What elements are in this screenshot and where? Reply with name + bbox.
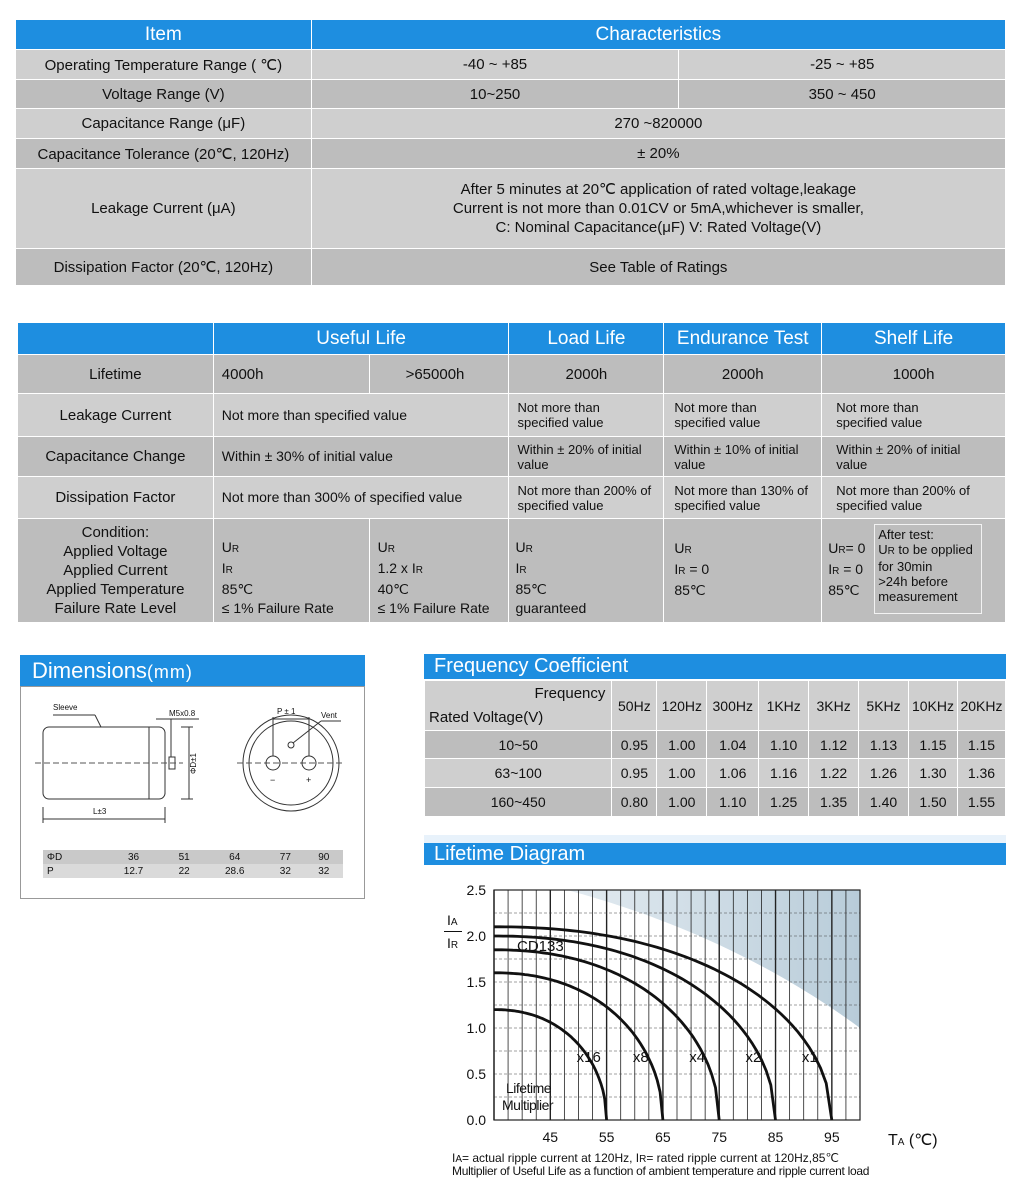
- life-leakage-load-1: Not more than: [517, 400, 600, 415]
- minus-label: −: [270, 775, 276, 785]
- lifetime-useful-2: >65000h: [369, 355, 509, 394]
- capchange-end-2: value: [674, 456, 706, 472]
- x-label-unit: (℃): [904, 1132, 938, 1149]
- curve-label-x16: x16: [576, 1049, 601, 1066]
- cond-load-rate: guaranteed: [515, 600, 587, 616]
- y-label-bottom-main: I: [447, 935, 451, 951]
- cond-u1-current-sub: R: [225, 565, 233, 576]
- p-value-4: 32: [318, 865, 330, 877]
- cond-shelf-voltage-sub: R: [838, 545, 846, 556]
- capchange-useful: Within ± 30% of initial value: [213, 437, 509, 477]
- capchange-shelf-2: value: [836, 456, 868, 472]
- p-value-1: 22: [178, 865, 190, 877]
- life-corner-header: [18, 323, 214, 355]
- freq-header-0: 50Hz: [612, 681, 657, 731]
- dimensions-panel: [20, 686, 365, 899]
- cond-load-current-sub: R: [519, 565, 527, 576]
- characteristics-table: [15, 19, 1006, 286]
- freq-header-2: 300Hz: [707, 681, 759, 731]
- d-value-3: 77: [279, 851, 291, 863]
- cond-u1-temp: 85℃: [221, 581, 254, 597]
- caption-1-end: = rated ripple current at 120Hz,85℃: [646, 1151, 839, 1165]
- freq-header-6: 10KHz: [908, 681, 957, 731]
- freq-cell: 1.50: [908, 788, 957, 817]
- temp-label: Operating Temperature Range ( ℃): [16, 50, 312, 80]
- leakage-line-1: After 5 minutes at 20℃ application of rated voltage,leakage: [460, 181, 857, 198]
- frequency-corner-top: Frequency: [534, 685, 606, 702]
- cond-load-temp: 85℃: [515, 581, 547, 597]
- life-dissipation-label: Dissipation Factor: [18, 477, 214, 519]
- freq-cell: 1.40: [859, 788, 909, 817]
- freq-cell: 1.12: [809, 731, 859, 759]
- shelf-note-5: measurement: [878, 589, 958, 604]
- lifetime-useful-1: 4000h: [213, 355, 369, 394]
- lifetime-title: Lifetime Diagram: [434, 843, 586, 865]
- x-tick-label: 85: [767, 1129, 784, 1145]
- y-tick-label: 2.0: [466, 928, 486, 944]
- plus-label: +: [306, 775, 312, 785]
- capchange-load-2: value: [517, 456, 549, 472]
- capchange-label: Capacitance Change: [18, 437, 214, 477]
- shelf-note-3: for 30min: [878, 559, 933, 574]
- capchange-shelf: [822, 437, 1006, 477]
- capacitance-label: Capacitance Range (μF): [16, 109, 312, 139]
- y-tick-label: 0.0: [466, 1112, 486, 1128]
- tolerance-value: ± 20%: [311, 139, 1005, 169]
- x-tick-label: 95: [824, 1129, 840, 1145]
- voltage-value-1: 10~250: [311, 80, 679, 109]
- freq-cell: 1.10: [759, 731, 809, 759]
- freq-cell: 1.04: [707, 731, 759, 759]
- d-value-4: 90: [318, 851, 330, 863]
- temp-value-1: -40 ~ +85: [311, 50, 679, 80]
- cond-shelf-voltage-tail: = 0: [845, 540, 866, 556]
- cond-u2-voltage: U: [377, 539, 388, 555]
- cond-u2-current-sub: R: [415, 565, 423, 576]
- lifetime-endurance: 2000h: [664, 355, 822, 394]
- thread-label: M5x0.8: [169, 709, 196, 718]
- freq-row-0-voltage: 10~50: [425, 731, 612, 759]
- life-dissipation-end-2: specified value: [674, 497, 761, 513]
- lifetime-load: 2000h: [509, 355, 664, 394]
- dimensions-unit: (mm): [146, 662, 193, 682]
- freq-cell: 1.06: [707, 759, 759, 788]
- life-leakage-load: [509, 394, 664, 437]
- capacitance-value: 270 ~820000: [311, 109, 1005, 139]
- leakage-label: Leakage Current (μA): [16, 169, 312, 249]
- lifetime-title-bar: [424, 835, 1006, 865]
- caption-1-i: I: [452, 1151, 456, 1165]
- condition-load: [509, 519, 664, 623]
- useful-life-header: Useful Life: [213, 323, 509, 355]
- cond-end-current-tail: = 0: [685, 561, 710, 577]
- y-label-divider: [444, 931, 462, 932]
- capchange-end-1: Within ± 10% of initial: [674, 441, 799, 457]
- life-dissipation-load: [509, 477, 664, 519]
- load-life-header: Load Life: [509, 323, 664, 355]
- x-tick-label: 65: [655, 1129, 671, 1145]
- cond-load-current: I: [515, 560, 520, 576]
- cond-u1-voltage-sub: R: [231, 544, 240, 555]
- freq-cell: 1.16: [759, 759, 809, 788]
- leakage-value: [311, 169, 1005, 249]
- cond-end-current-sub: R: [678, 566, 686, 577]
- x-tick-label: 55: [598, 1129, 615, 1145]
- legend-line-2: Multiplier: [502, 1097, 554, 1113]
- cond-u1-voltage: U: [221, 539, 232, 555]
- caption-1-mid: = actual ripple current at 120Hz, I: [462, 1151, 640, 1165]
- life-dissipation-load-2: specified value: [517, 497, 604, 513]
- shelf-note-2a: U: [878, 542, 888, 557]
- capchange-load-1: Within ± 20% of initial: [517, 441, 642, 457]
- capchange-load: [509, 437, 664, 477]
- sleeve-label: Sleeve: [53, 703, 78, 712]
- life-leakage-end-1: Not more than: [674, 400, 757, 415]
- freq-cell: 1.00: [657, 731, 707, 759]
- caption-1-sub-b: R: [639, 1154, 647, 1165]
- cond-shelf-voltage: U: [828, 540, 839, 556]
- frequency-corner: [425, 681, 612, 731]
- p-label: P: [47, 865, 54, 877]
- freq-cell: 1.15: [957, 731, 1005, 759]
- life-dissipation-shelf-1: Not more than 200% of: [836, 482, 970, 498]
- cond-end-current: I: [674, 561, 679, 577]
- frequency-title: Frequency Coefficient: [434, 655, 629, 677]
- x-tick-label: 45: [542, 1129, 559, 1145]
- y-tick-label: 1.5: [466, 974, 486, 990]
- life-leakage-shelf: [822, 394, 1006, 437]
- life-leakage-load-2: specified value: [517, 415, 604, 430]
- frequency-title-bar: [424, 654, 1006, 679]
- freq-header-1: 120Hz: [657, 681, 707, 731]
- caption-line-2: Multiplier of Useful Life as a function of ambient temperature and ripple current load: [452, 1164, 870, 1178]
- curve-label-x1: x1: [801, 1049, 818, 1066]
- condition-endurance: [664, 519, 822, 623]
- freq-row-2-voltage: 160~450: [425, 788, 612, 817]
- y-label-bottom: [447, 935, 458, 951]
- d-value-2: 64: [229, 851, 241, 863]
- caption-1-sub-a: A: [455, 1154, 463, 1165]
- freq-cell: 1.00: [657, 788, 707, 817]
- diameter-label: ΦD±1: [189, 753, 198, 774]
- curve-label-x2: x2: [745, 1049, 762, 1066]
- y-label-top-sub: A: [450, 917, 458, 928]
- freq-cell: 0.80: [612, 788, 657, 817]
- cond-shelf-current-sub: R: [832, 566, 840, 577]
- freq-cell: 1.00: [657, 759, 707, 788]
- shelf-note-box: [874, 524, 982, 614]
- y-label-bottom-sub: R: [450, 940, 459, 951]
- freq-header-7: 20KHz: [957, 681, 1005, 731]
- life-leakage-shelf-1: Not more than: [836, 400, 919, 415]
- length-label: L±3: [93, 807, 107, 816]
- frequency-corner-bottom: Rated Voltage(V): [429, 709, 544, 726]
- shelf-note-4: >24h before: [878, 574, 948, 589]
- dimensions-title-bar: [20, 655, 365, 686]
- capchange-shelf-1: Within ± 20% of initial: [836, 441, 961, 457]
- condition-useful-2: [369, 519, 509, 623]
- freq-cell: 1.15: [908, 731, 957, 759]
- freq-cell: 1.55: [957, 788, 1005, 817]
- shelf-life-header: Shelf Life: [822, 323, 1006, 355]
- d-value-0: 36: [127, 851, 140, 863]
- condition-label-4: Failure Rate Level: [54, 600, 177, 617]
- voltage-label: Voltage Range (V): [16, 80, 312, 109]
- freq-cell: 1.30: [908, 759, 957, 788]
- dimensions-table: [43, 850, 343, 878]
- life-dissipation-load-1: Not more than 200% of: [517, 482, 652, 498]
- freq-header-5: 5KHz: [859, 681, 909, 731]
- x-label-sub: A: [897, 1137, 905, 1148]
- p-value-0: 12.7: [123, 865, 144, 877]
- life-leakage-endurance: [664, 394, 822, 437]
- freq-cell: 1.36: [957, 759, 1005, 788]
- y-tick-label: 1.0: [466, 1020, 486, 1036]
- dissipation-label: Dissipation Factor (20℃, 120Hz): [16, 249, 312, 286]
- cond-u2-temp: 40℃: [377, 581, 409, 597]
- legend-line-1: Lifetime: [506, 1080, 552, 1096]
- cond-end-voltage: U: [674, 540, 685, 556]
- y-label-top: [447, 912, 458, 928]
- curve-label-x8: x8: [632, 1049, 649, 1066]
- capchange-endurance: [664, 437, 822, 477]
- freq-row-1-voltage: 63~100: [425, 759, 612, 788]
- condition-shelf: [822, 519, 1006, 623]
- life-leakage-shelf-2: specified value: [836, 415, 923, 430]
- cond-u1-rate: ≤ 1% Failure Rate: [221, 600, 334, 616]
- cond-load-voltage-sub: R: [525, 544, 533, 555]
- x-tick-label: 75: [711, 1129, 728, 1145]
- life-dissipation-shelf-2: specified value: [836, 497, 923, 513]
- y-tick-label: 0.5: [466, 1066, 486, 1082]
- lifetime-shelf: 1000h: [822, 355, 1006, 394]
- condition-labels: [18, 519, 214, 623]
- leakage-line-3: C: Nominal Capacitance(μF) V: Rated Voltage(V): [495, 219, 822, 236]
- life-dissipation-endurance: [664, 477, 822, 519]
- life-table: [17, 322, 1006, 623]
- freq-cell: 1.13: [859, 731, 909, 759]
- cond-shelf-temp: 85℃: [828, 582, 860, 598]
- vent-label: Vent: [321, 711, 338, 720]
- leakage-line-2: Current is not more than 0.01CV or 5mA,whichever is smaller,: [452, 200, 864, 217]
- cond-shelf-current: I: [828, 561, 833, 577]
- frequency-table: [424, 680, 1006, 817]
- life-dissipation-shelf: [822, 477, 1006, 519]
- freq-header-3: 1KHz: [759, 681, 809, 731]
- y-label-top-main: I: [447, 912, 451, 928]
- cond-end-temp: 85℃: [674, 582, 706, 598]
- cond-end-voltage-sub: R: [684, 545, 692, 556]
- condition-label-2: Applied Current: [63, 562, 168, 579]
- freq-cell: 0.95: [612, 731, 657, 759]
- x-axis-label: [888, 1130, 938, 1150]
- item-header: Item: [16, 20, 312, 50]
- sleeve-leader-2: [95, 715, 101, 727]
- freq-cell: 1.10: [707, 788, 759, 817]
- freq-header-4: 3KHz: [809, 681, 859, 731]
- freq-cell: 1.26: [859, 759, 909, 788]
- freq-cell: 1.22: [809, 759, 859, 788]
- shelf-note-2sub: R: [887, 546, 895, 557]
- curve-label-x4: x4: [689, 1049, 706, 1066]
- lifetime-label: Lifetime: [18, 355, 214, 394]
- cond-shelf-current-tail: = 0: [839, 561, 864, 577]
- dissipation-value: See Table of Ratings: [311, 249, 1005, 286]
- condition-label-3: Applied Temperature: [46, 581, 185, 598]
- legend-lifetime-multiplier: [502, 1080, 553, 1114]
- y-tick-label: 2.5: [466, 882, 486, 898]
- characteristics-header: Characteristics: [311, 20, 1005, 50]
- shelf-note-1: After test:: [878, 527, 934, 542]
- d-value-1: 51: [178, 851, 190, 863]
- p-value-2: 28.6: [225, 865, 245, 877]
- lifetime-chart: [430, 868, 990, 1168]
- x-label-main: T: [888, 1132, 898, 1149]
- life-leakage-end-2: specified value: [674, 415, 761, 430]
- voltage-value-2: 350 ~ 450: [679, 80, 1006, 109]
- series-label: CD133: [517, 938, 564, 955]
- condition-label-0: Condition:: [81, 524, 150, 541]
- endurance-test-header: Endurance Test: [664, 323, 822, 355]
- condition-label-1: Applied Voltage: [63, 543, 168, 560]
- cond-u2-voltage-sub: R: [387, 544, 395, 555]
- life-dissipation-end-1: Not more than 130% of: [674, 482, 809, 498]
- tolerance-label: Capacitance Tolerance (20℃, 120Hz): [16, 139, 312, 169]
- cond-u2-rate: ≤ 1% Failure Rate: [377, 600, 490, 616]
- freq-cell: 1.25: [759, 788, 809, 817]
- cond-u2-current: 1.2 x I: [377, 560, 416, 576]
- p-value-3: 32: [279, 865, 291, 877]
- life-leakage-label: Leakage Current: [18, 394, 214, 437]
- life-dissipation-useful: Not more than 300% of specified value: [213, 477, 509, 519]
- cond-load-voltage: U: [515, 539, 526, 555]
- condition-useful-1: [213, 519, 369, 623]
- shelf-note-2b: to be opplied: [894, 542, 973, 557]
- temp-value-2: -25 ~ +85: [679, 50, 1006, 80]
- d-label: ΦD: [47, 851, 63, 863]
- freq-cell: 0.95: [612, 759, 657, 788]
- life-leakage-useful: Not more than specified value: [213, 394, 509, 437]
- cond-u1-current: I: [221, 560, 226, 576]
- freq-cell: 1.35: [809, 788, 859, 817]
- pitch-label: P ± 1: [277, 707, 296, 716]
- dimensions-title: Dimensions: [32, 658, 147, 683]
